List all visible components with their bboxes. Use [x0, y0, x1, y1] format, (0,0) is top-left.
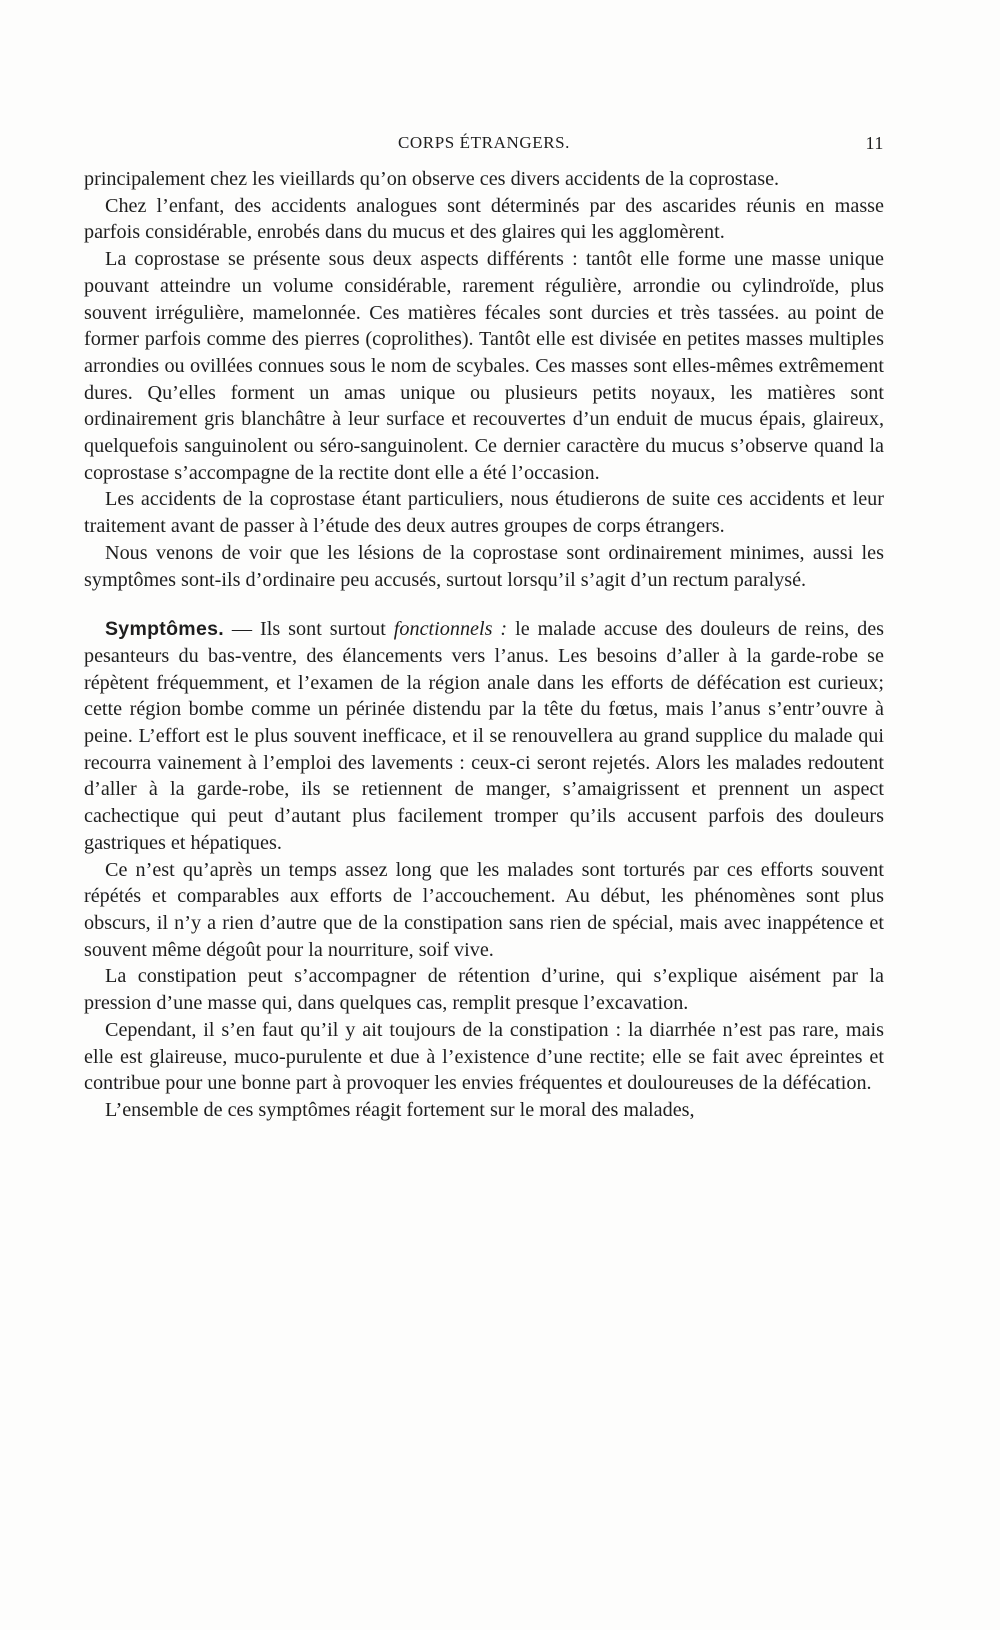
paragraph-5: Nous venons de voir que les lésions de la coprostase sont ordinairement minimes, aussi les symptômes sont-ils d’ordinaire peu accusés, surtout lorsqu’il s’agit d’un rectum paralysé. — [84, 541, 884, 591]
symptomes-text: le malade accuse des douleurs de reins, des pesanteurs du bas-ventre, des élancements vers l’anus. Les besoins d’aller à la garde-robe se répètent fréquemment, et l’examen de la région anale dans les efforts de défécation est curieux; cette région bombe comme un périnée distendu par la tête du fœtus, mais l’anus s’entr’ouvre à peine. L’effort est le plus souvent inefficace, et il se renouvellera au grand supplice du malade qui recourra vainement à l’emploi des lavements : ceux-ci seront rejetés. Alors les malades redoutent d’aller à la garde-robe, ils se retiennent de manger, s’amaigrissent et prennent un aspect cachectique qui peut d’autant plus facilement tromper qu’ils accusent parfois des douleurs gastriques et hépatiques. — [84, 618, 885, 854]
paragraph-8: La constipation peut s’accompagner de rétention d’urine, qui s’explique aisément par la pression d’une masse qui, dans quelques cas, remplit presque l’excavation. — [84, 965, 884, 1015]
paragraph-2: Chez l’enfant, des accidents analogues sont déterminés par des ascarides réunis en masse parfois considérable, enrobés dans du mucus et des glaires qui les agglomèrent. — [84, 194, 884, 244]
paragraph-10: L’ensemble de ces symptômes réagit fortement sur le moral des malades, — [105, 1098, 695, 1121]
section-heading-symptomes: Symptômes. — [105, 618, 224, 641]
paragraph-1: principalement chez les vieillards qu’on observe ces divers accidents de la coprostase. — [84, 168, 780, 190]
symptomes-lead: — Ils sont surtout — [223, 618, 394, 641]
paragraph-3: La coprostase se présente sous deux aspects différents : tantôt elle forme une masse unique pouvant atteindre un volume considérable, rarement régulière, arrondie ou cylindroïde, plus souvent irrégulière, mamelonnée. Ces matières fécales sont durcies et très tassées. au point de former parfois comme des pierres (coprolithes). Tantôt elle est divisée en petites masses multiples arrondies ou ovillées connues sous le nom de scybales. Ces masses sont elles-mêmes extrêmement dures. Qu’elles forment un amas unique ou plusieurs petits noyaux, les matières sont ordinairement gris blanchâtre à leur surface et recouvertes d’un enduit de mucus épais, glaireux, quelquefois sanguinolent ou séro-sanguinolent. Ce dernier caractère du mucus s’observe quand la coprostase s’accompagne de la rectite dont elle a été l’occasion. — [84, 248, 884, 484]
paragraph-9: Cependant, il s’en faut qu’il y ait toujours de la constipation : la diarrhée n’est pas rare, mais elle est glaireuse, muco-purulente et due à l’existence d’une rectite; elle se fait avec épreintes et contribue pour une bonne part à provoquer les envies fréquentes et douloureuses de la défécation. — [84, 1018, 884, 1095]
paragraph-7: Ce n’est qu’après un temps assez long que les malades sont torturés par ces efforts souvent répétés et comparables aux efforts de l’accouchement. Au début, les phénomènes sont plus obscurs, il n’y a rien d’autre que de la constipation sans rien de spécial, mais avec inappétence et souvent même dégoût pour la nourriture, soif vive. — [84, 858, 884, 961]
body-text — [84, 166, 884, 1124]
paragraph-symptomes — [84, 616, 884, 856]
paragraph-4: Les accidents de la coprostase étant particuliers, nous étudierons de suite ces accidents et leur traitement avant de passer à l’étude des deux autres groupes de corps étrangers. — [84, 488, 884, 538]
symptomes-italic-term: fonctionnels : — [393, 618, 508, 641]
running-head — [84, 133, 884, 159]
page-number: 11 — [865, 133, 884, 153]
running-title: CORPS ÉTRANGERS. — [397, 133, 571, 152]
